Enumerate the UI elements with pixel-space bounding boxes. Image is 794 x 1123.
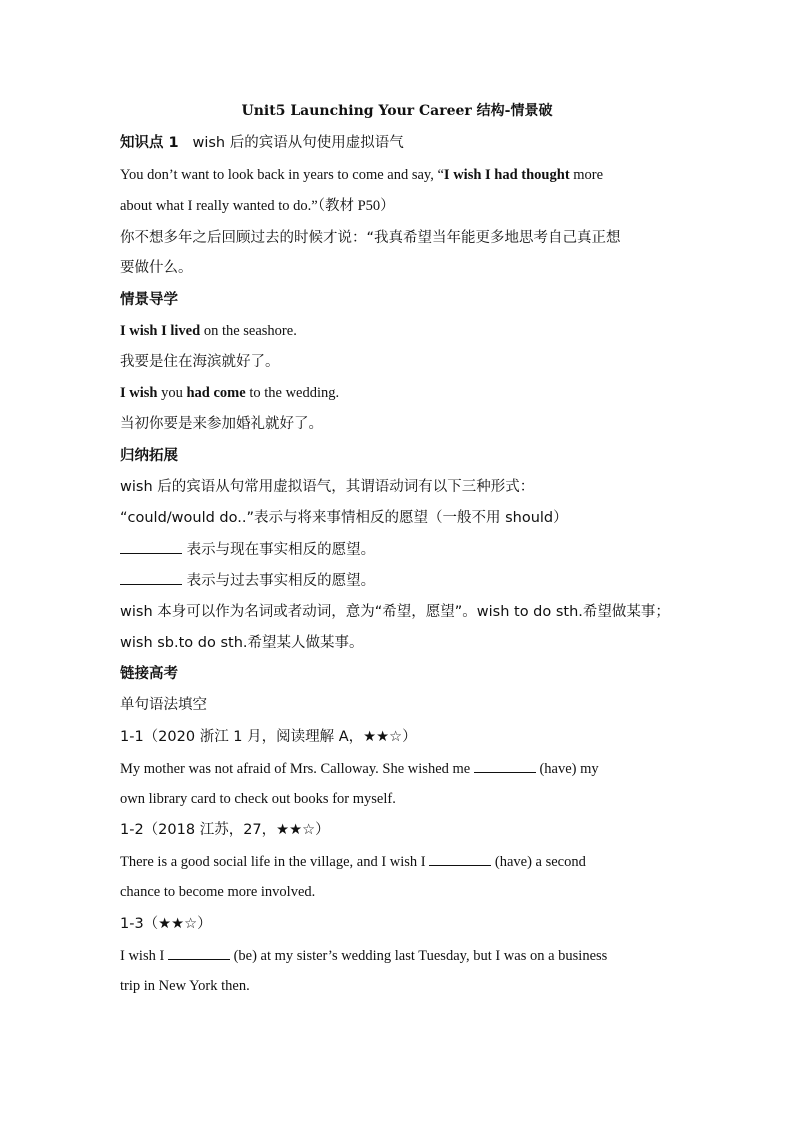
intro-text: on the seashore. xyxy=(200,323,297,339)
intro-text: you xyxy=(157,385,187,401)
example-translation-line-2: 要做什么。 xyxy=(120,260,193,276)
summary-text: 表示与现在事实相反的愿望。 xyxy=(186,542,376,558)
summary-line-3 xyxy=(120,539,375,560)
intro-translation-2: 当初你要是来参加婚礼就好了。 xyxy=(120,416,323,432)
intro-example-1 xyxy=(120,321,297,341)
intro-translation-1: 我要是住在海滨就好了。 xyxy=(120,354,280,370)
intro-bold-text: had come xyxy=(186,385,246,401)
intro-example-2 xyxy=(120,383,339,403)
question-3-line-2: trip in New York then. xyxy=(120,978,250,994)
question-3-line-1 xyxy=(120,945,607,966)
page-title: Unit5 Launching Your Career 结构-情景破 xyxy=(241,103,553,119)
question-3-label: 1-3（★★☆） xyxy=(120,916,212,932)
example-text: You don’t want to look back in years to come and say, “ xyxy=(120,167,444,183)
intro-bold-text: I wish xyxy=(120,385,158,401)
question-2-label: 1-2（2018 江苏，27，★★☆） xyxy=(120,822,330,838)
question-text: I wish I xyxy=(120,948,168,964)
answer-blank[interactable] xyxy=(429,851,491,866)
question-2-line-2: chance to become more involved. xyxy=(120,884,316,900)
answer-blank[interactable] xyxy=(474,758,536,773)
summary-line-4 xyxy=(120,570,375,591)
summary-line-2: “could/would do..”表示与将来事情相反的愿望（一般不用 should） xyxy=(120,510,568,526)
fill-blank[interactable] xyxy=(120,539,182,554)
question-text: There is a good social life in the village, and I wish I xyxy=(120,854,430,870)
example-bold-text: I wish I had thought xyxy=(443,167,570,183)
question-text: (have) a second xyxy=(491,854,586,870)
knowledge-point-1 xyxy=(120,133,404,153)
question-1-label: 1-1（2020 浙江 1 月，阅读理解 A，★★☆） xyxy=(120,729,417,745)
answer-blank[interactable] xyxy=(168,945,230,960)
exam-subheading: 单句语法填空 xyxy=(120,697,207,713)
summary-text: 表示与过去事实相反的愿望。 xyxy=(186,573,376,589)
fill-blank[interactable] xyxy=(120,570,182,585)
question-text: (have) my xyxy=(535,761,599,777)
intro-text: to the wedding. xyxy=(245,385,340,401)
knowledge-point-label: 知识点 1 xyxy=(120,135,179,151)
example-sentence-line-2: about what I really wanted to do.”（教材 P50） xyxy=(120,198,395,214)
section-heading-summary: 归纳拓展 xyxy=(120,448,178,464)
example-translation-line-1: 你不想多年之后回顾过去的时候才说：“我真希望当年能更多地思考自己真正想 xyxy=(120,230,621,246)
section-heading-intro: 情景导学 xyxy=(120,292,178,308)
example-text: more xyxy=(569,167,604,183)
summary-line-1: wish 后的宾语从句常用虚拟语气，其谓语动词有以下三种形式： xyxy=(120,479,535,495)
intro-bold-text: I wish I lived xyxy=(120,323,201,339)
example-sentence-line-1 xyxy=(120,165,603,185)
knowledge-point-text: wish 后的宾语从句使用虚拟语气 xyxy=(192,135,404,151)
summary-line-6: wish sb.to do sth.希望某人做某事。 xyxy=(120,635,364,651)
summary-line-5: wish 本身可以作为名词或者动词，意为“希望，愿望”。wish to do sth.希望做某事； xyxy=(120,604,670,620)
question-text: My mother was not afraid of Mrs. Calloway. She wished me xyxy=(120,761,474,777)
question-2-line-1 xyxy=(120,851,586,872)
question-text: (be) at my sister’s wedding last Tuesday, but I was on a business xyxy=(229,948,608,964)
question-1-line-1 xyxy=(120,758,599,779)
section-heading-exam: 链接高考 xyxy=(120,666,178,682)
question-1-line-2: own library card to check out books for myself. xyxy=(120,791,396,807)
